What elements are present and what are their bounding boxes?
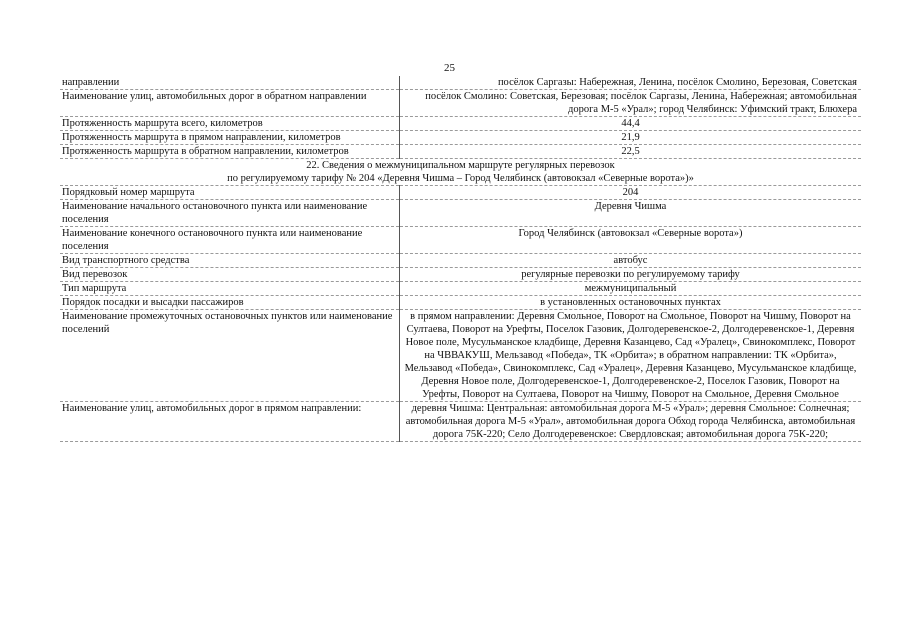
row-label: Вид перевозок (60, 268, 400, 282)
row-label: Наименование промежуточных остановочных пунктов или наименование поселений (60, 310, 400, 402)
table-row (60, 90, 861, 117)
section-heading (60, 159, 861, 186)
table-row (60, 131, 861, 145)
row-label: Протяженность маршрута всего, километров (60, 117, 400, 131)
table-row (60, 310, 861, 402)
row-label: Наименование конечного остановочного пункта или наименование поселения (60, 227, 400, 254)
row-label: Наименование улиц, автомобильных дорог в обратном направлении (60, 90, 400, 117)
row-value: 204 (400, 186, 862, 200)
row-value: автобус (400, 254, 862, 268)
table-row (60, 200, 861, 227)
table-row (60, 268, 861, 282)
row-value: посёлок Смолино: Советская, Березовая; посёлок Саргазы, Ленина, Набережная; автомобильная дорога М-5 «Урал»; город Челябинск: Уфимский тракт, Блюхера (400, 90, 862, 117)
route-info-table (60, 76, 861, 442)
row-label: направлении (60, 76, 400, 90)
row-value: регулярные перевозки по регулируемому тарифу (400, 268, 862, 282)
row-value: в прямом направлении: Деревня Смольное, Поворот на Смольное, Поворот на Чишму, Поворот на Султаева, Поворот на Урефты, Поселок Газовик, Долгодеревенское-2, Долгодеревенское-1, Деревня Новое поле, Мусульманское кладбище, Деревня Казанцево, Сад «Уралец», Свинокомплекс, Поворот на ЧВВАКУШ, Мельзавод «Победа», ТК «Орбита»; в обратном направлении: ТК «Орбита», Мельзавод «Победа», Свинокомплекс, Сад «Уралец», Деревня Казанцево, Мусульманское кладбище, Деревня Новое поле, Долгодеревенское-1, Долгодеревенское-2, Поселок Газовик, Поворот на Урефты, Поворот на Султаева, Поворот на Чишму, Поворот на Смольное, Деревня Смольное (400, 310, 862, 402)
table-row (60, 282, 861, 296)
row-label: Порядок посадки и высадки пассажиров (60, 296, 400, 310)
row-label: Порядковый номер маршрута (60, 186, 400, 200)
table-row (60, 76, 861, 90)
row-value: в установленных остановочных пунктах (400, 296, 862, 310)
section-heading-line-2: по регулируемому тарифу № 204 «Деревня Чишма – Город Челябинск (автовокзал «Северные ворота»)» (227, 173, 694, 184)
row-label: Наименование улиц, автомобильных дорог в прямом направлении: (60, 402, 400, 442)
row-value: Город Челябинск (автовокзал «Северные ворота») (400, 227, 862, 254)
section-heading-line-1: 22. Сведения о межмуниципальном маршруте регулярных перевозок (306, 160, 615, 171)
row-value: 44,4 (400, 117, 862, 131)
row-label: Вид транспортного средства (60, 254, 400, 268)
row-value: 21,9 (400, 131, 862, 145)
row-value: межмуниципальный (400, 282, 862, 296)
table-row (60, 402, 861, 442)
row-value: деревня Чишма: Центральная: автомобильная дорога М-5 «Урал»; деревня Смольное: Солнечная; автомобильная дорога М-5 «Урал», автомобильная дорога Обход города Челябинска, автомобильная дорога 75К-220; Село Долгодеревенское: Свердловская; автомобильная дорога 75К-220; (400, 402, 862, 442)
row-label: Протяженность маршрута в прямом направлении, километров (60, 131, 400, 145)
row-value: Деревня Чишма (400, 200, 862, 227)
table-row (60, 296, 861, 310)
table-row (60, 254, 861, 268)
page-number: 25 (444, 62, 455, 74)
table-row (60, 227, 861, 254)
row-value: посёлок Саргазы: Набережная, Ленина, посёлок Смолино, Березовая, Советская (400, 76, 862, 90)
table-row (60, 186, 861, 200)
section-heading-row (60, 159, 861, 186)
row-label: Протяженность маршрута в обратном направлении, километров (60, 145, 400, 159)
row-label: Наименование начального остановочного пункта или наименование поселения (60, 200, 400, 227)
table-row (60, 145, 861, 159)
row-value: 22,5 (400, 145, 862, 159)
table-row (60, 117, 861, 131)
row-label: Тип маршрута (60, 282, 400, 296)
